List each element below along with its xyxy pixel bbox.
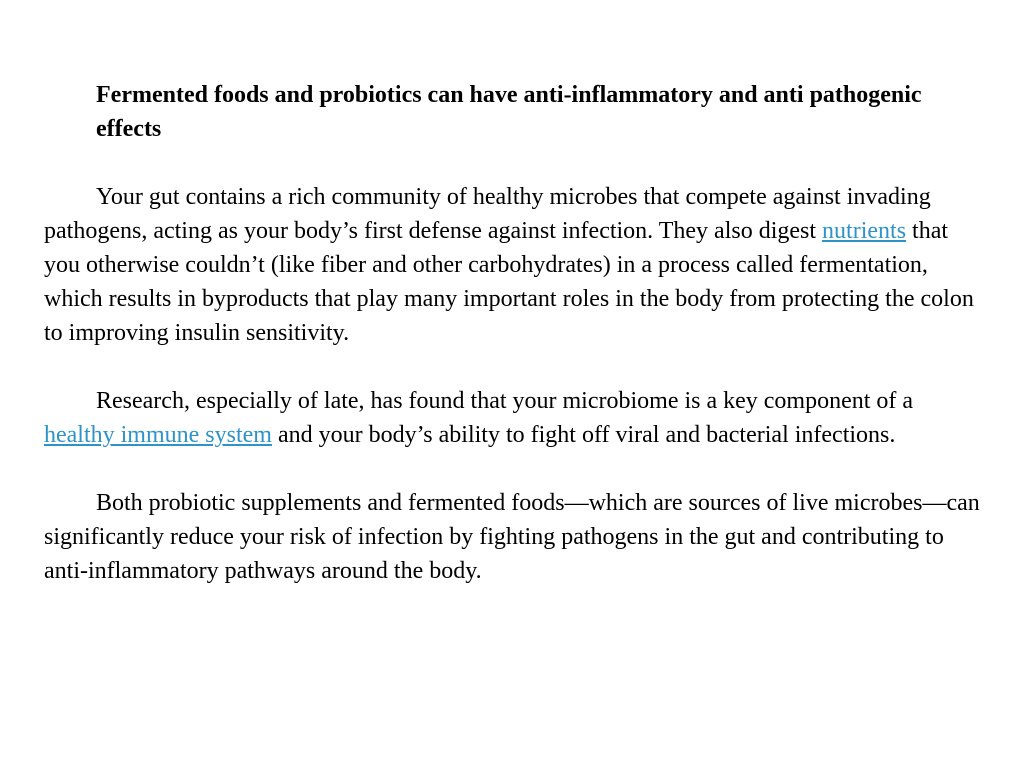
slide-heading: Fermented foods and probiotics can have anti-inflammatory and anti pathogenic effects xyxy=(96,82,922,142)
healthy-immune-system-link[interactable]: healthy immune system xyxy=(44,422,272,448)
paragraph-text: Research, especially of late, has found that your microbiome is a key component of a xyxy=(96,388,914,414)
paragraph-text: that you otherwise couldn’t (like fiber and other carbohydrates) in a process called fermentation, which results in byproducts that play many important roles in the body from protecting the colon to improving insulin sensitivity. xyxy=(44,218,974,346)
spacer xyxy=(44,146,984,180)
paragraph-probiotics: Both probiotic supplements and fermented foods—which are sources of live microbes—can significantly reduce your risk of infection by fighting pathogens in the gut and contributing to anti-inflammatory pathways around the body. xyxy=(44,490,980,584)
paragraph-research xyxy=(44,384,984,452)
paragraph-gut-microbes xyxy=(44,180,984,350)
spacer xyxy=(44,350,984,384)
nutrients-link[interactable]: nutrients xyxy=(822,218,907,244)
paragraph-text: Your gut contains a rich community of healthy microbes that compete against invading pathogens, acting as your body’s first defense against infection. They also digest xyxy=(44,184,931,244)
paragraph-text: and your body’s ability to fight off viral and bacterial infections. xyxy=(271,422,896,448)
spacer xyxy=(44,452,984,486)
slide-content xyxy=(44,78,984,588)
